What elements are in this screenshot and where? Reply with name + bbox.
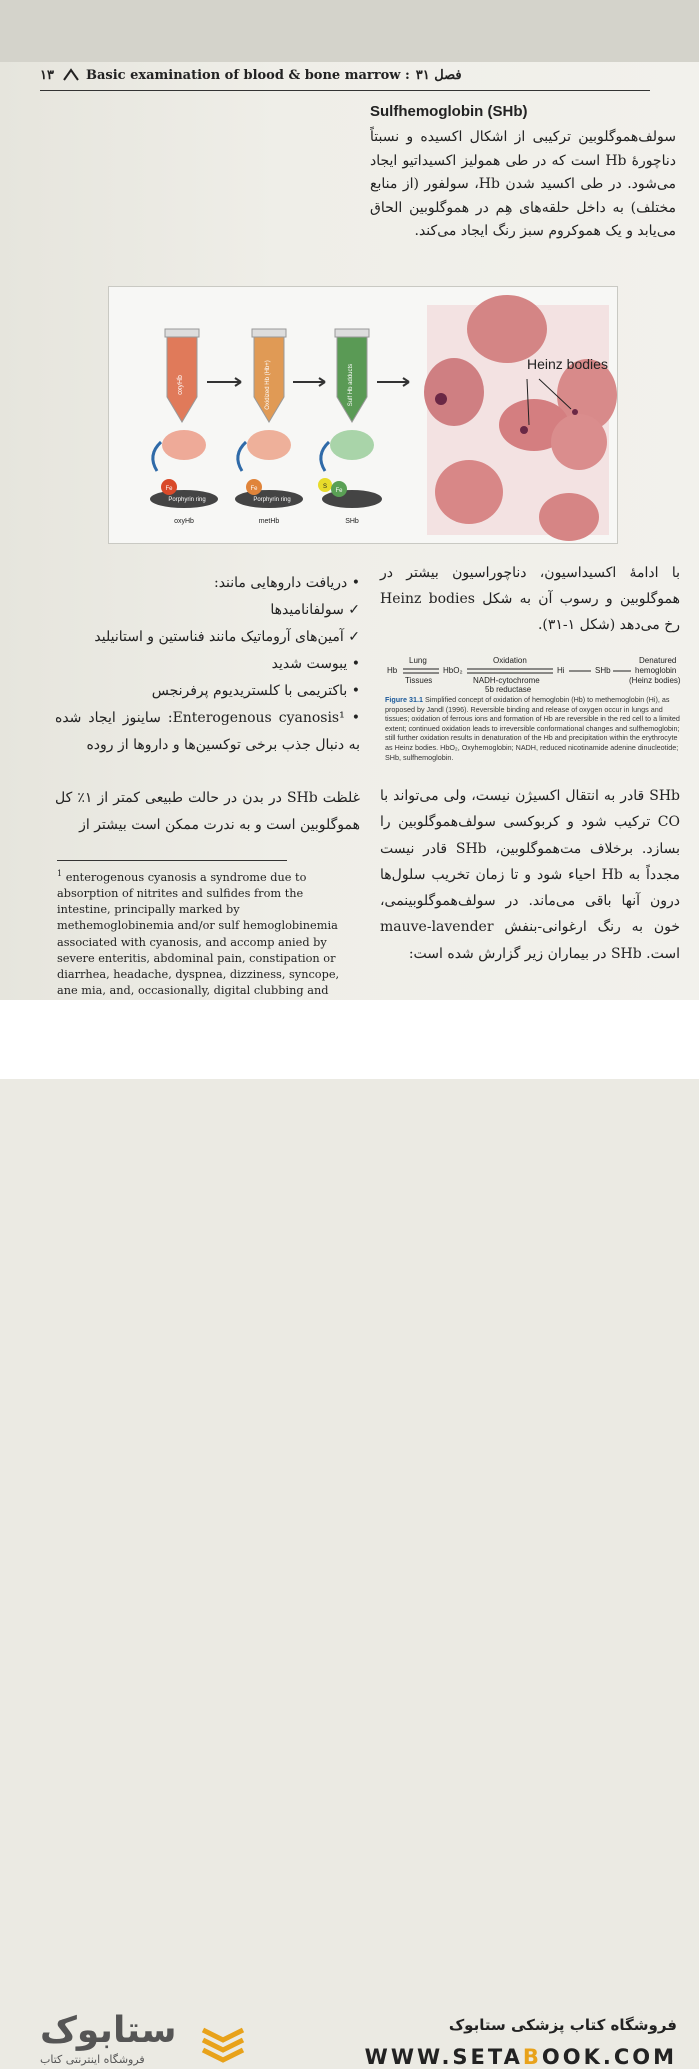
svg-text:Hb: Hb: [387, 666, 398, 675]
figure-illustration: [109, 287, 617, 543]
svg-text:SHb: SHb: [595, 666, 611, 675]
right-column-paragraph: با ادامهٔ اکسیداسیون، دناچوراسیون بیشتر در هموگلوبین و رسوب آن به شکل Heinz bodies رخ می‌دهد (شکل ۱-۳۱).: [380, 565, 680, 633]
store-url[interactable]: WWW.SETABOOK.COM: [364, 2045, 677, 2069]
svg-text:Porphyrin ring: Porphyrin ring: [253, 497, 291, 503]
svg-text:(Heinz bodies): (Heinz bodies): [629, 676, 681, 685]
section-title: Sulfhemoglobin (SHb): [370, 103, 528, 120]
oxidation-equation: [385, 655, 685, 695]
tube2-label: Oxidized Hb (Hb+): [265, 360, 271, 410]
rbc-oxy: [162, 430, 206, 460]
svg-text:Lung: Lung: [409, 656, 427, 665]
footnote: [57, 866, 357, 1016]
iron-label: Fe: [165, 486, 173, 492]
chapter-mark-icon: [62, 68, 80, 82]
tube1-label: oxyHb: [177, 375, 184, 395]
left-column-paragraph: غلظت SHb در بدن در حالت طبیعی کمتر از ۱٪ کل هموگلوبین است و به ندرت ممکن است بیشتر از: [55, 790, 360, 833]
footnote-number: 1: [57, 869, 63, 878]
figure-31-1: [108, 286, 618, 544]
svg-text:Hi: Hi: [557, 666, 565, 675]
list-item: • باکتریمی با کلستریدیوم پرفرنجس: [151, 683, 360, 699]
caption-shb: SHb: [345, 518, 359, 525]
store-footer: [0, 1000, 699, 2069]
store-logo: ستابوک: [40, 2010, 177, 2051]
list-item: • Enterogenous cyanosis¹: ساینوز ایجاد شده به دنبال جذب برخی توکسین‌ها و داروها از روده: [55, 710, 360, 753]
porphyrin-ring-sulf: [318, 478, 382, 525]
caption-text: Simplified concept of oxidation of hemoglobin (Hb) to methemoglobin (Hi), as proposed by Jandl (1996). Reversible binding and release of oxygen occur in lungs and tissues; oxidation of ferrous ions and formation of Hb are reversible in the red cell to a limited extent; continued oxidation leads to irreversible conformational changes and sulfhemoglobin; still further oxidation results in denaturation of the Hb and precipitation within the erythrocyte as Heinz bodies. HbO₂, Oxyhemoglobin; NADH, reduced nicotinamide adenine dinucleotide; SHb, sulfhemoglobin.: [385, 695, 680, 762]
sulfur-label: S: [322, 484, 328, 490]
tube3-label: Sulf Hb adducts: [348, 363, 354, 407]
page-top-shadow: [0, 0, 699, 62]
store-name: فروشگاه کتاب پزشکی ستابوک: [448, 2016, 677, 2034]
book-page: [0, 0, 699, 1000]
caption-oxyhb: oxyHb: [174, 518, 194, 525]
svg-text:NADH-cytochrome: NADH-cytochrome: [473, 676, 540, 685]
ring-label: Porphyrin ring: [168, 497, 206, 503]
caption-label: Figure 31.1: [385, 695, 423, 704]
footnote-rule: [57, 860, 287, 861]
svg-text:Denatured: Denatured: [639, 656, 677, 665]
curved-arrow-icon: [321, 442, 329, 471]
figure-caption: [385, 695, 685, 762]
svg-text:Tissues: Tissues: [405, 676, 433, 685]
page-number: ۱۳: [40, 67, 54, 83]
list-item: ✓ آمین‌های آروماتیک مانند فناستین و استانیلید: [94, 629, 360, 645]
rbc-met: [247, 430, 291, 460]
svg-text:Oxidation: Oxidation: [493, 656, 527, 665]
porphyrin-ring-oxy: [150, 479, 218, 525]
heinz-bodies-label: Heinz bodies: [527, 356, 608, 372]
svg-text:5b reductase: 5b reductase: [485, 685, 532, 694]
chapter-label: فصل ۳۱: [415, 67, 462, 83]
store-logo-subtitle: فروشگاه اینترنتی کتاب: [40, 2053, 145, 2066]
tube-methb: [252, 329, 286, 422]
curved-arrow-icon: [238, 442, 246, 471]
intro-paragraph: سولف‌هموگلوبین ترکیبی از اشکال اکسیده و نسبتاً دناچورهٔ Hb است که در طی همولیز اکسیداتیو ایجاد می‌شود. در طی اکسید شدن Hb، سولفور (از منابع مختلف) به داخل حلقه‌های هِم در هموگلوبین الحاق می‌یابد و یک هموکروم سبز رنگ ایجاد می‌کند.: [370, 129, 677, 239]
heinz-micrograph: [424, 295, 617, 541]
right-column-paragraph-2: SHb قادر به انتقال اکسیژن نیست، ولی می‌تواند با CO ترکیب شود و کربوکسی سولف‌هموگلوبین را بسازد. برخلاف مت‌هموگلوبین، SHb قادر نیست مجدداً به Hb احیاء شود و تا زمان تخریب سلول‌ها درون آنها باقی می‌ماند. در سولف‌هموگلوبینمی، خون به رنگ ارغوانی-بنفش mauve-lavender است. SHb در بیماران زیر گزارش شده است:: [380, 788, 681, 962]
svg-text:hemoglobin: hemoglobin: [635, 666, 677, 675]
svg-text:HbO₂: HbO₂: [443, 666, 463, 675]
list-item: • یبوست شدید: [271, 656, 360, 672]
left-column-list: [55, 570, 360, 759]
list-item: ✓ سولفانامیدها: [270, 602, 360, 618]
book-logo-icon: [198, 2015, 248, 2065]
svg-text:Fe: Fe: [250, 486, 258, 492]
english-running-title: Basic examination of blood & bone marrow :: [85, 67, 410, 83]
tube-shb: [335, 329, 369, 422]
tube-oxyhb: [165, 329, 199, 422]
svg-text:Fe: Fe: [335, 488, 343, 494]
rbc-sulf: [330, 430, 374, 460]
running-head: [40, 60, 650, 91]
porphyrin-ring-met: [235, 479, 303, 525]
list-item: • دریافت داروهایی مانند:: [213, 575, 360, 591]
curved-arrow-icon: [153, 442, 161, 471]
caption-methb: metHb: [258, 518, 280, 525]
footnote-text: enterogenous cyanosis a syndrome due to absorption of nitrites and sulfides from the intestine, principally marked by methemoglobinemia and/or sulf hemoglobinemia associated with cyanosis, and accomp anied by severe enteritis, abdominal pain, constipation or diarrhea, headache, dyspnea, dizziness, syncope, ane mia, and, occasionally, digital clubbing and: [57, 870, 340, 998]
